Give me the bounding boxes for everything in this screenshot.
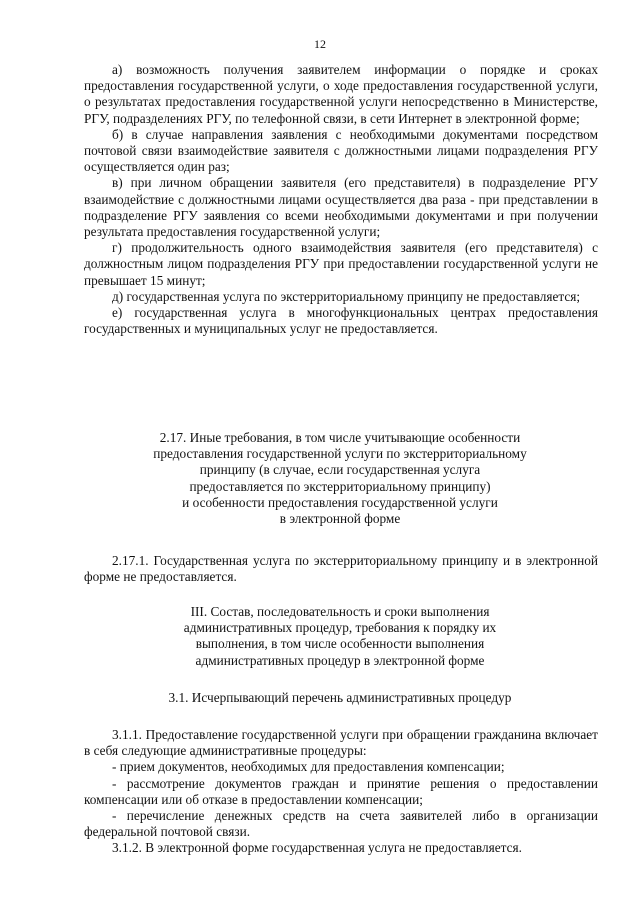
condition-v: в) при личном обращении заявителя (его представителя) в подразделение РГУ взаимодействие с должностными лицами осуществляется два раза - при представлении в подразделение РГУ заявления со всеми необходимыми документами и при получении результата предоставления государственной услуги; bbox=[84, 175, 598, 240]
heading-line: 3.1. Исчерпывающий перечень административных процедур bbox=[168, 690, 512, 705]
heading-line: в электронной форме bbox=[279, 511, 401, 527]
section-3-1-body bbox=[84, 727, 598, 857]
heading-line: административных процедур, требования к порядку их bbox=[183, 620, 497, 636]
heading-line: выполнения, в том числе особенности выполнения bbox=[195, 636, 485, 652]
heading-line: 2.17. Иные требования, в том числе учитывающие особенности bbox=[159, 430, 521, 445]
procedure-item: - рассмотрение документов граждан и принятие решения о предоставлении компенсации или об отказе в предоставлении компенсации; bbox=[84, 775, 598, 807]
procedure-item: - перечисление денежных средств на счета заявителей либо в организации федеральной почтовой связи. bbox=[84, 808, 598, 840]
section-2-17-1 bbox=[84, 553, 598, 585]
heading-line: предоставляется по экстерриториальному принципу) bbox=[189, 478, 491, 494]
section-3-1-heading bbox=[110, 690, 570, 706]
procedure-item: - прием документов, необходимых для предоставления компенсации; bbox=[112, 759, 505, 775]
condition-d: д) государственная услуга по экстерриториальному принципу не предоставляется; bbox=[112, 288, 581, 304]
condition-b: б) в случае направления заявления с необходимыми документами посредством почтовой связи взаимодействие заявителя с должностными лицами подразделения РГУ осуществляется один раз; bbox=[84, 126, 598, 175]
condition-a: а) возможность получения заявителем информации о порядке и сроках предоставления государственной услуги, о ходе предоставления государственной услуги, о результатах предоставления государственной услуги непосредственно в Министерстве, РГУ, подразделениях РГУ, по телефонной связи, в сети Интернет в электронной форме; bbox=[84, 62, 598, 126]
heading-line: предоставления государственной услуги по экстерриториальному bbox=[153, 446, 527, 462]
section-2-17-heading bbox=[110, 430, 570, 527]
paragraph-3-1-1: 3.1.1. Предоставление государственной услуги при обращении гражданина включает в себя следующие административные процедуры: bbox=[84, 727, 598, 759]
condition-g: г) продолжительность одного взаимодействия заявителя (его представителя) с должностным лицом подразделения РГУ при предоставлении государственной услуги не превышает 15 минут; bbox=[84, 240, 598, 288]
heading-line: и особенности предоставления государственной услуги bbox=[182, 494, 498, 510]
conditions-list bbox=[84, 62, 598, 337]
page-number: 12 bbox=[314, 37, 326, 51]
paragraph-3-1-2: 3.1.2. В электронной форме государственная услуга не предоставляется. bbox=[112, 840, 522, 856]
heading-line: административных процедур в электронной форме bbox=[195, 652, 485, 668]
section-III-heading bbox=[110, 604, 570, 669]
condition-e: е) государственная услуга в многофункциональных центрах предоставления государственных и муниципальных услуг не предоставляется. bbox=[84, 305, 598, 337]
paragraph-2-17-1: 2.17.1. Государственная услуга по экстерриториальному принципу и в электронной форме не предоставляется. bbox=[84, 553, 598, 585]
heading-line: принципу (в случае, если государственная услуга bbox=[199, 462, 481, 478]
heading-line: III. Состав, последовательность и сроки выполнения bbox=[190, 604, 490, 619]
